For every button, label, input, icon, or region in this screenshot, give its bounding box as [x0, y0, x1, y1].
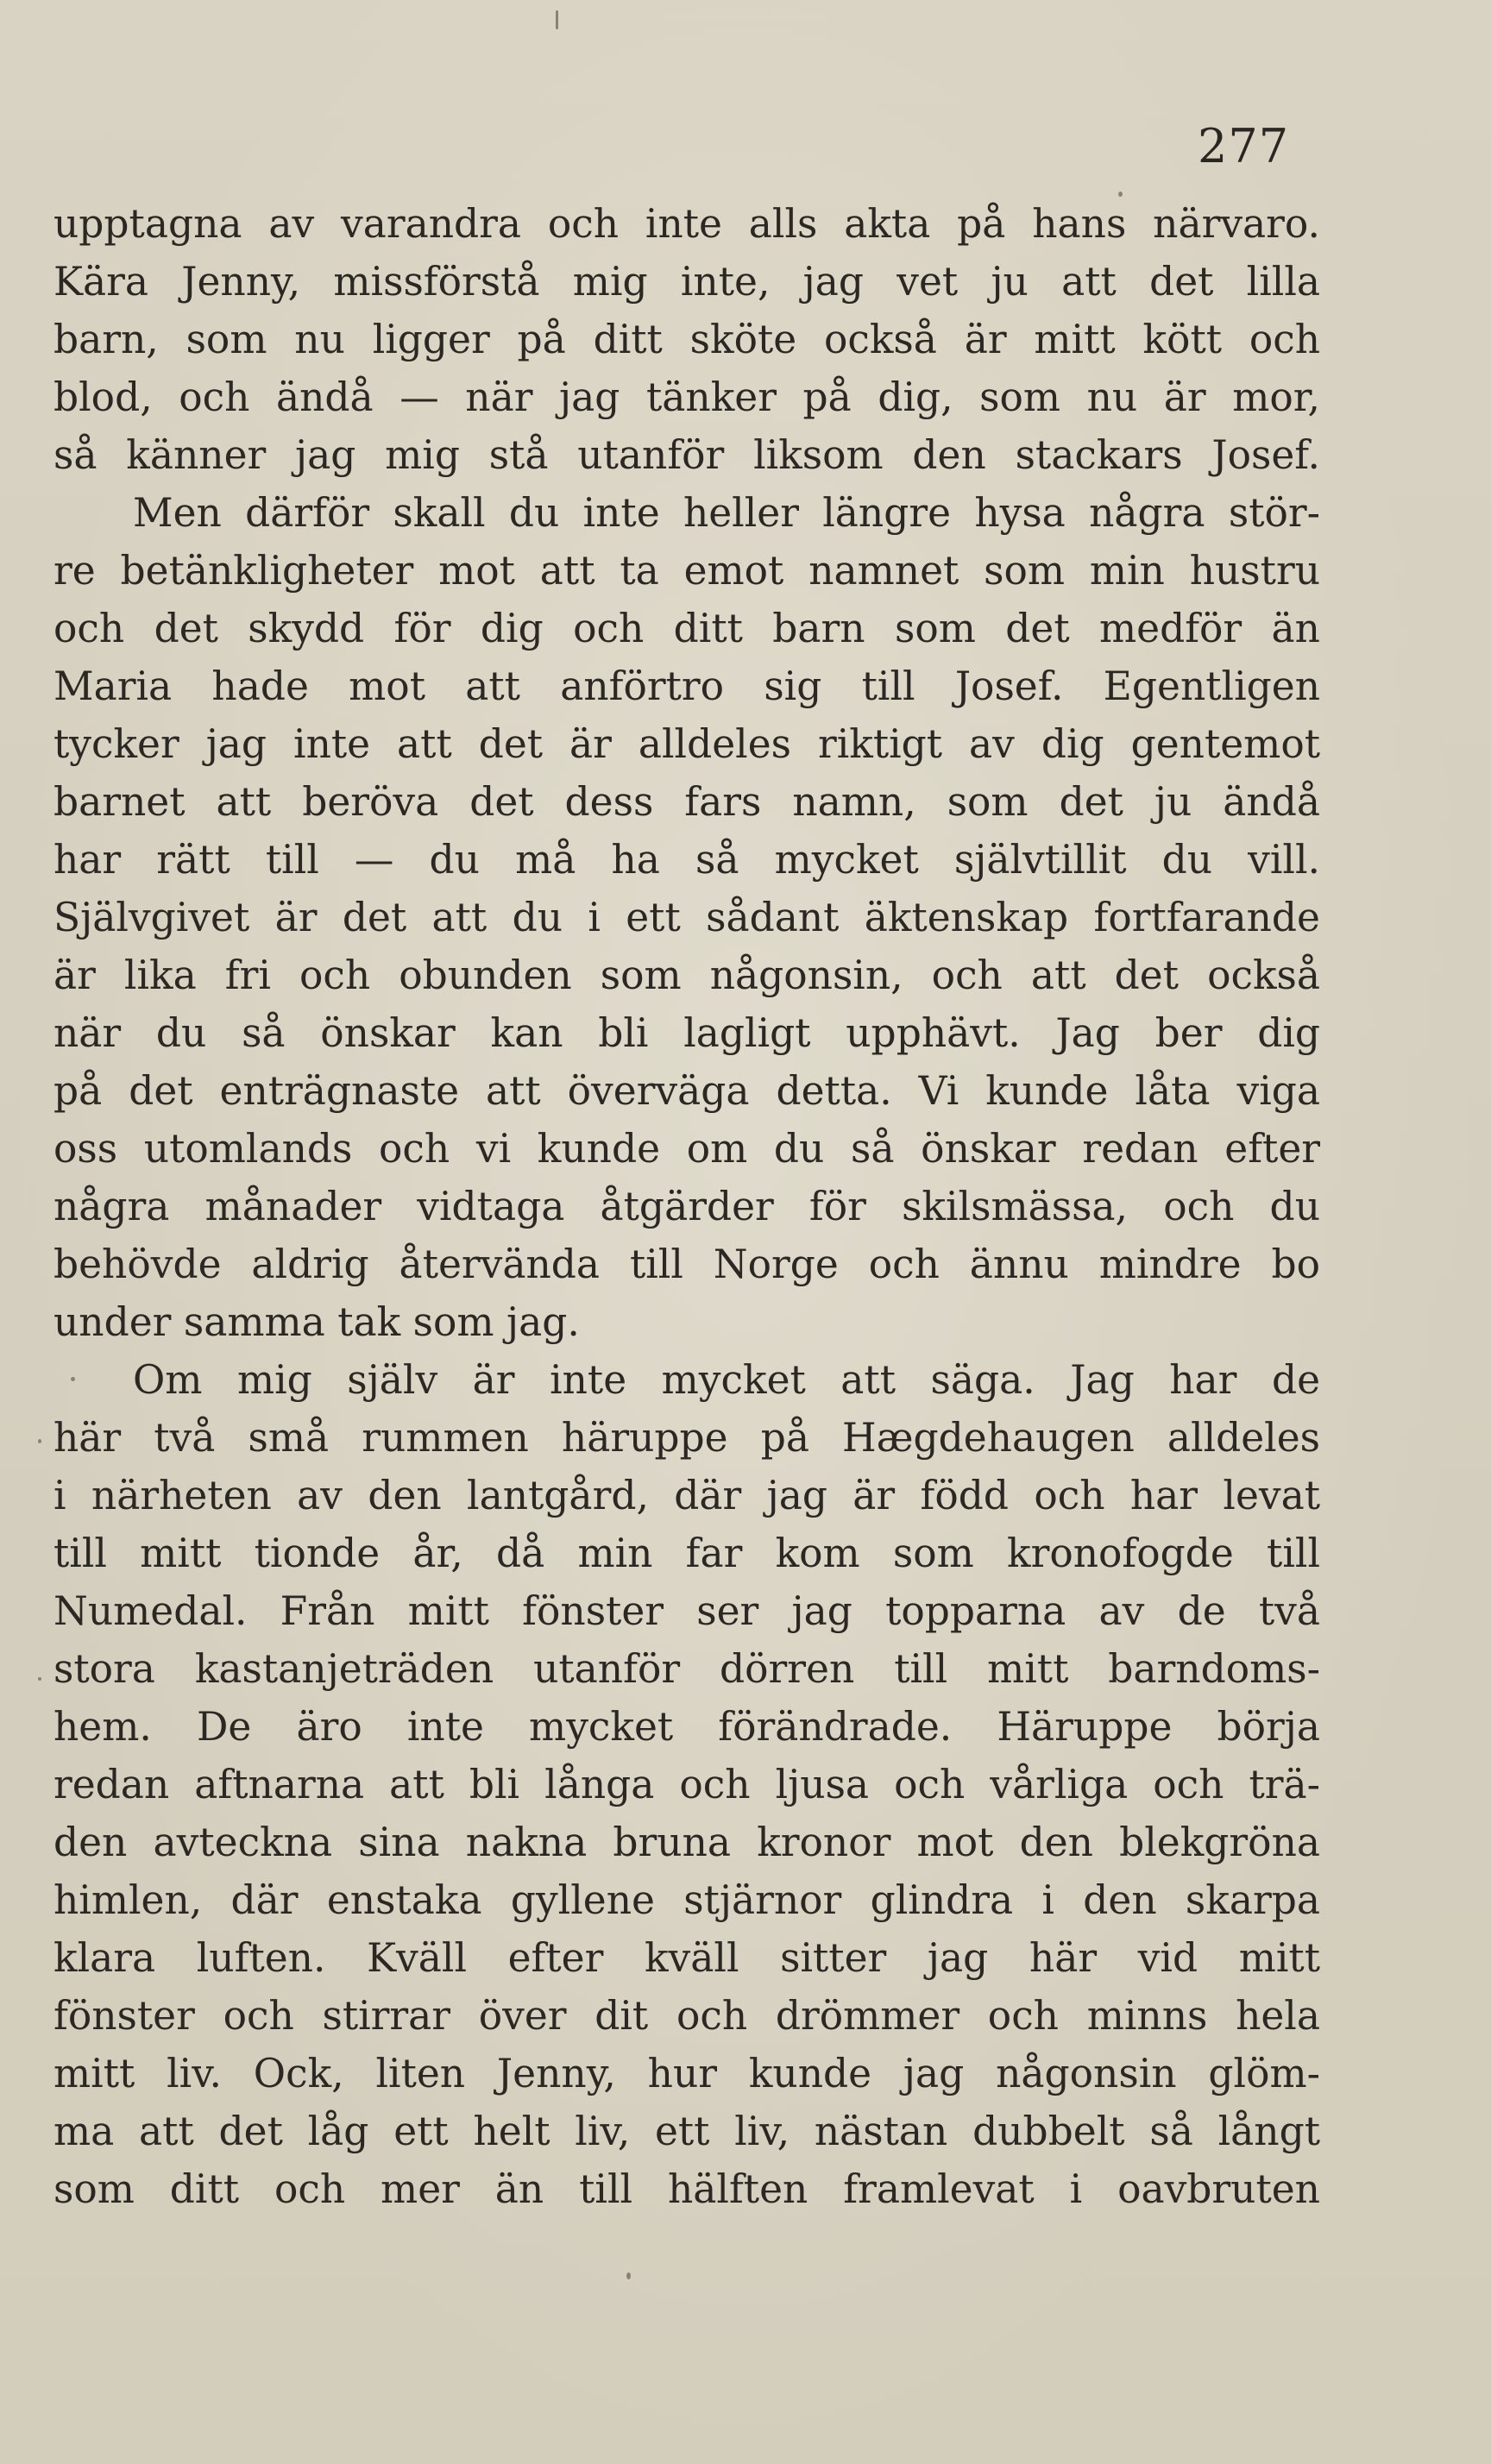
text-line: den avteckna sina nakna bruna kronor mot den blekgröna [53, 1820, 1320, 1865]
text-line: behövde aldrig återvända till Norge och ännu mindre bo [53, 1241, 1320, 1287]
text-line: när du så önskar kan bli lagligt upphävt. Jag ber dig [53, 1010, 1320, 1056]
text-line: Självgivet är det att du i ett sådant äktenskap fortfarande [53, 895, 1320, 940]
text-line: Men därför skall du inte heller längre hysa några stör- [133, 490, 1320, 536]
text-line: oss utomlands och vi kunde om du så önskar redan efter [53, 1126, 1320, 1172]
text-line: i närheten av den lantgård, där jag är född och har levat [53, 1473, 1320, 1518]
text-line: re betänkligheter mot att ta emot namnet som min hustru [53, 548, 1320, 594]
text-line: och det skydd för dig och ditt barn som det medför än [53, 606, 1320, 651]
text-line: som ditt och mer än till hälften framlevat i oavbruten [53, 2166, 1320, 2212]
paper-speck [1118, 192, 1123, 197]
text-line: blod, och ändå — när jag tänker på dig, som nu är mor, [53, 374, 1320, 420]
text-line: är lika fri och obunden som någonsin, och att det också [53, 952, 1320, 998]
text-line: fönster och stirrar över dit och drömmer och minns hela [53, 1993, 1320, 2039]
text-line: hem. De äro inte mycket förändrade. Häruppe börja [53, 1704, 1320, 1750]
paper-speck [556, 10, 558, 29]
text-line: på det enträgnaste att överväga detta. Vi kunde låta viga [53, 1068, 1320, 1114]
text-line: Maria hade mot att anförtro sig till Josef. Egentligen [53, 663, 1320, 709]
page-number: 277 [1198, 119, 1290, 173]
text-line: så känner jag mig stå utanför liksom den stackars Josef. [53, 432, 1320, 478]
text-line: här två små rummen häruppe på Hægdehaugen alldeles [53, 1415, 1320, 1461]
body-text [53, 195, 1320, 2218]
text-line: några månader vidtaga åtgärder för skilsmässa, och du [53, 1184, 1320, 1229]
text-line: stora kastanjeträden utanför dörren till mitt barndoms- [53, 1646, 1320, 1692]
text-line: mitt liv. Ock, liten Jenny, hur kunde jag någonsin glöm- [53, 2051, 1320, 2096]
text-line: ma att det låg ett helt liv, ett liv, nästan dubbelt så långt [53, 2109, 1320, 2154]
text-line: Numedal. Från mitt fönster ser jag topparna av de två [53, 1588, 1320, 1634]
text-line: barnet att beröva det dess fars namn, som det ju ändå [53, 779, 1320, 825]
text-line: till mitt tionde år, då min far kom som kronofogde till [53, 1531, 1320, 1576]
text-line: tycker jag inte att det är alldeles riktigt av dig gentemot [53, 721, 1320, 767]
text-line: upptagna av varandra och inte alls akta på hans närvaro. [53, 201, 1320, 247]
paper-speck [38, 1677, 41, 1681]
text-line: Om mig själv är inte mycket att säga. Jag har de [133, 1357, 1320, 1403]
text-line: under samma tak som jag. [53, 1299, 580, 1345]
paper-speck [626, 2272, 631, 2279]
text-line: himlen, där enstaka gyllene stjärnor glindra i den skarpa [53, 1877, 1320, 1923]
text-line: barn, som nu ligger på ditt sköte också är mitt kött och [53, 317, 1320, 362]
text-line: har rätt till — du må ha så mycket självtillit du vill. [53, 837, 1320, 883]
text-line: Kära Jenny, missförstå mig inte, jag vet ju att det lilla [53, 259, 1320, 305]
text-line: klara luften. Kväll efter kväll sitter jag här vid mitt [53, 1935, 1320, 1981]
text-line: redan aftnarna att bli långa och ljusa och vårliga och trä- [53, 1762, 1320, 1807]
paper-speck [38, 1439, 41, 1443]
paper-speck [71, 1377, 75, 1381]
